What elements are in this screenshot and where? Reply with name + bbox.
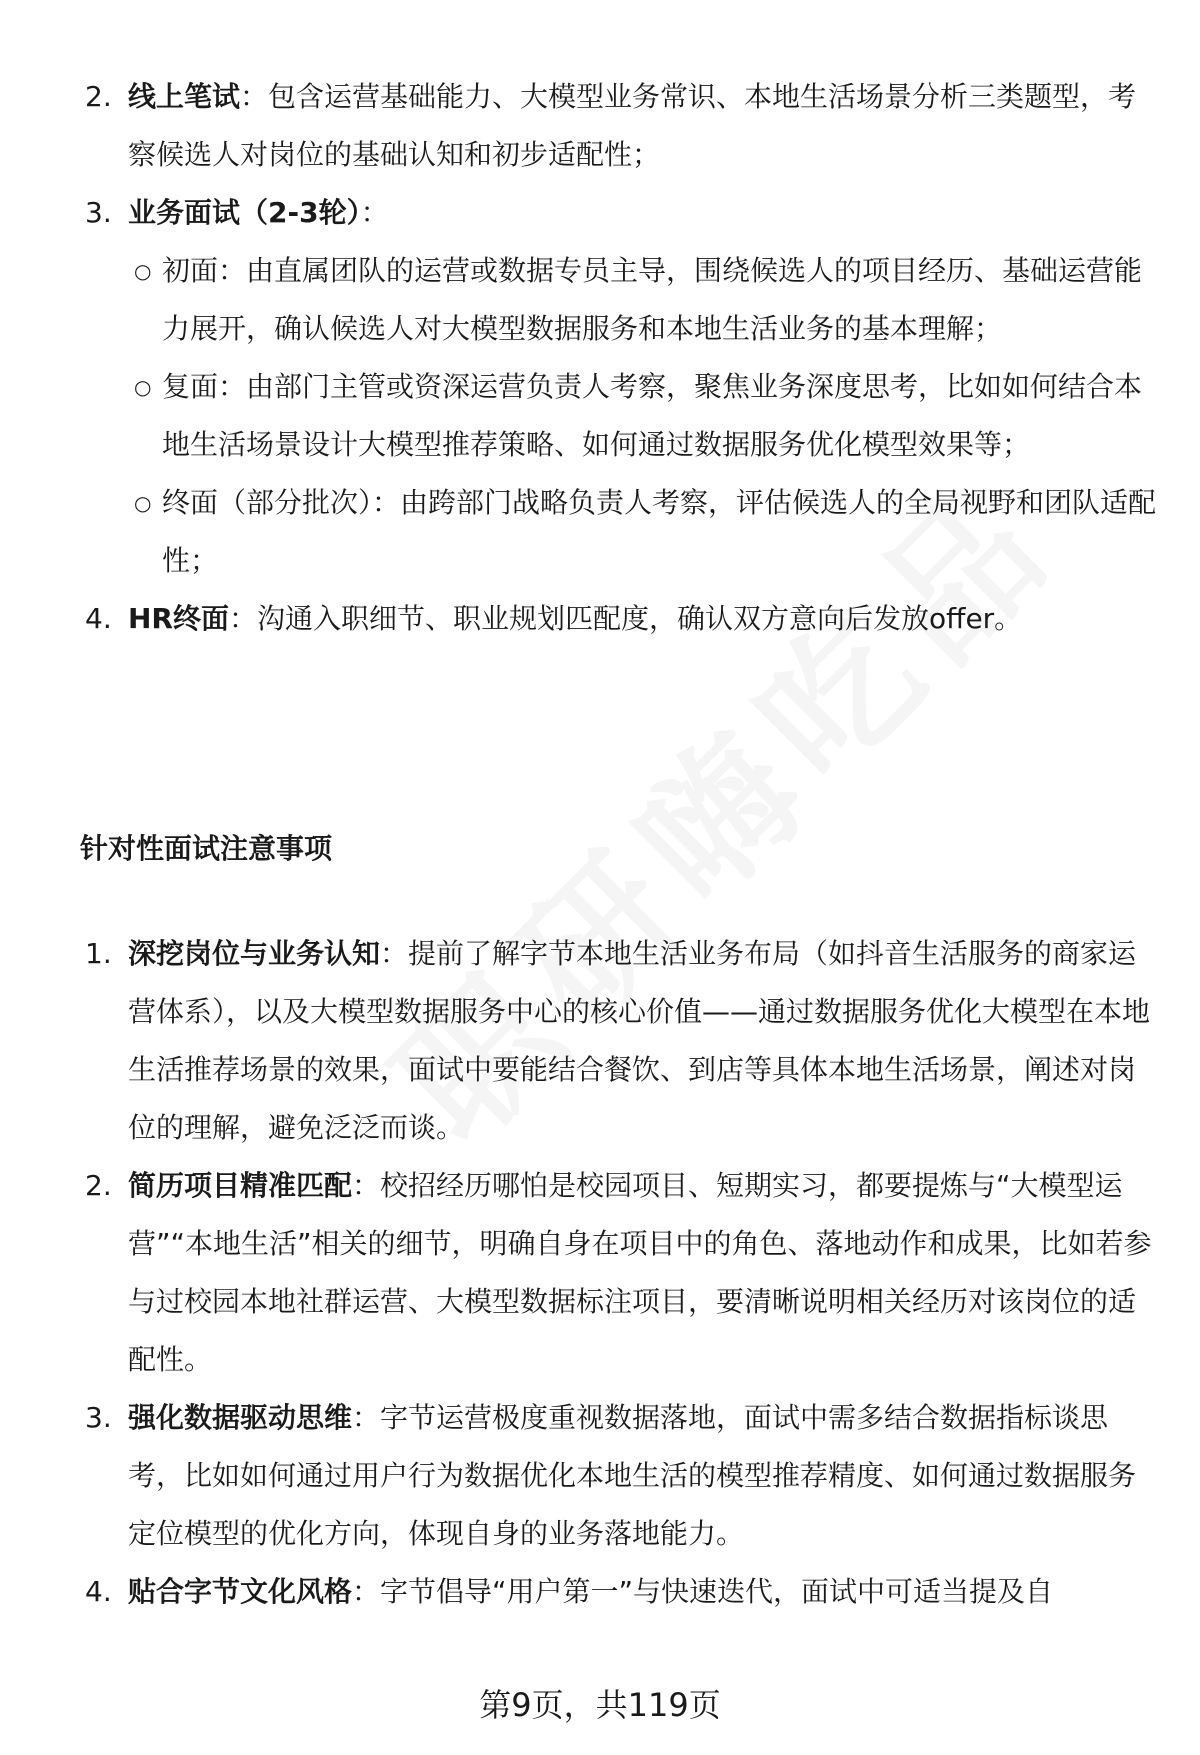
item-text: 字节运营极度重视数据落地，面试中需多结合数据指标谈思考，比如如何通过用户行为数据优化本地生活的模型推荐精度、如何通过数据服务定位模型的优化方向，体现自身的业务落地能力。 — [128, 1401, 1137, 1550]
item-label: 业务面试（2-3轮） — [128, 196, 361, 229]
list-number: 4. — [85, 1575, 112, 1608]
sub-list-item — [128, 358, 1160, 474]
list-item: 4. HR终面：沟通入职细节、职业规划匹配度，确认双方意向后发放offer。 — [80, 590, 1160, 648]
list-number: 2. — [85, 1169, 112, 1202]
item-text: 复面：由部门主管或资深运营负责人考察，聚焦业务深度思考，比如如何结合本地生活场景设计大模型推荐策略、如何通过数据服务优化模型效果等； — [162, 370, 1143, 461]
hollow-circle-bullet-icon: ○ — [134, 259, 152, 283]
sub-list-item — [128, 474, 1160, 590]
hollow-circle-bullet-icon: ○ — [134, 491, 152, 515]
hollow-circle-bullet-icon: ○ — [134, 375, 152, 399]
item-label: 贴合字节文化风格 — [128, 1575, 353, 1608]
item-text: 沟通入职细节、职业规划匹配度，确认双方意向后发放offer。 — [257, 602, 1023, 635]
list-number: 4. — [85, 602, 112, 635]
item-text: 校招经历哪怕是校园项目、短期实习，都要提炼与“大模型运营”“本地生活”相关的细节，明确自身在项目中的角色、落地动作和成果，比如若参与过校园本地社群运营、大模型数据标注项目，要清晰说明相关经历对该岗位的适配性。 — [128, 1169, 1152, 1376]
item-text: 终面（部分批次）：由跨部门战略负责人考察，评估候选人的全局视野和团队适配性； — [162, 486, 1157, 577]
item-label: 线上笔试 — [128, 80, 241, 113]
list-item: 3. 业务面试（2-3轮）： — [80, 184, 1160, 242]
list-item: 1. 深挖岗位与业务认知：提前了解字节本地生活业务布局（如抖音生活服务的商家运营体系），以及大模型数据服务中心的核心价值——通过数据服务优化大模型在本地生活推荐场景的效果，面试中要能结合餐饮、到店等具体本地生活场景，阐述对岗位的理解，避免泛泛而谈。 — [80, 925, 1160, 1157]
page-number: 第9页，共119页 — [479, 1686, 721, 1724]
list-number: 3. — [85, 196, 112, 229]
item-text: 初面：由直属团队的运营或数据专员主导，围绕候选人的项目经历、基础运营能力展开，确认候选人对大模型数据服务和本地生活业务的基本理解； — [162, 254, 1143, 345]
sub-list-item — [128, 242, 1160, 358]
item-label: 强化数据驱动思维 — [128, 1401, 353, 1434]
list-number: 3. — [85, 1401, 112, 1434]
list-number: 1. — [85, 937, 112, 970]
list-item: 3. 强化数据驱动思维：字节运营极度重视数据落地，面试中需多结合数据指标谈思考，比如如何通过用户行为数据优化本地生活的模型推荐精度、如何通过数据服务定位模型的优化方向，体现自身的业务落地能力。 — [80, 1389, 1160, 1563]
section-heading: 针对性面试注意事项 — [80, 832, 333, 865]
list-item: 4. 贴合字节文化风格：字节倡导“用户第一”与快速迭代，面试中可适当提及自 — [80, 1563, 1160, 1621]
list-number: 2. — [85, 80, 112, 113]
item-label: HR终面 — [128, 602, 229, 635]
list-item: 2. 线上笔试：包含运营基础能力、大模型业务常识、本地生活场景分析三类题型，考察候选人对岗位的基础认知和初步适配性； — [80, 68, 1160, 184]
item-text: 包含运营基础能力、大模型业务常识、本地生活场景分析三类题型，考察候选人对岗位的基础认知和初步适配性； — [128, 80, 1137, 171]
list-item: 2. 简历项目精准匹配：校招经历哪怕是校园项目、短期实习，都要提炼与“大模型运营”“本地生活”相关的细节，明确自身在项目中的角色、落地动作和成果，比如若参与过校园本地社群运营、大模型数据标注项目，要清晰说明相关经历对该岗位的适配性。 — [80, 1157, 1160, 1389]
item-label: 简历项目精准匹配 — [128, 1169, 353, 1202]
item-label: 深挖岗位与业务认知 — [128, 937, 381, 970]
interview-process-list — [80, 68, 1160, 648]
item-text: 提前了解字节本地生活业务布局（如抖音生活服务的商家运营体系），以及大模型数据服务中心的核心价值——通过数据服务优化大模型在本地生活推荐场景的效果，面试中要能结合餐饮、到店等具体本地生活场景，阐述对岗位的理解，避免泛泛而谈。 — [128, 937, 1151, 1144]
interview-tips-list — [80, 925, 1160, 1621]
item-text: 字节倡导“用户第一”与快速迭代，面试中可适当提及自 — [380, 1575, 1054, 1608]
